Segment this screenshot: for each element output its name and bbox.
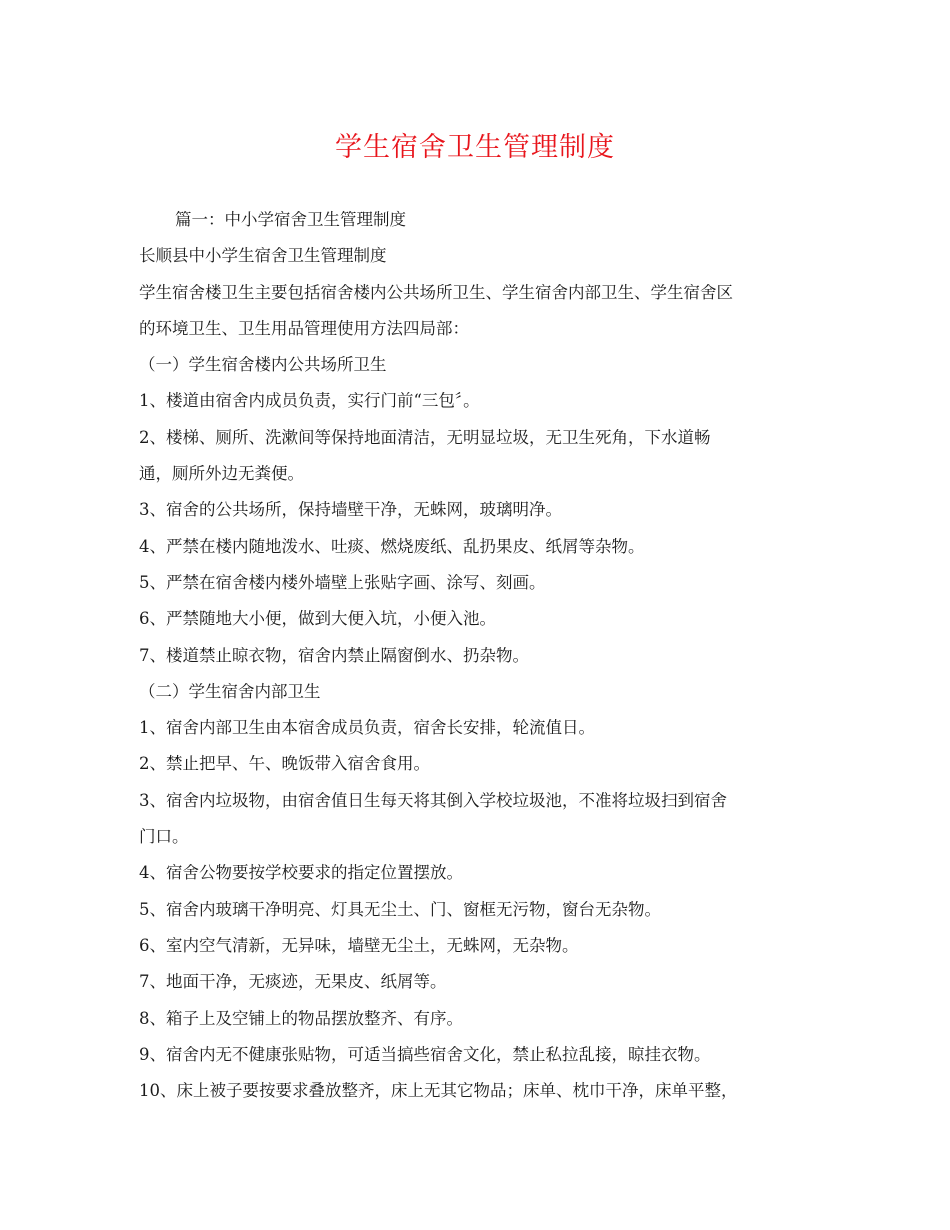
list-item: 4、严禁在楼内随地泼水、吐痰、燃烧废纸、乱扔果皮、纸屑等杂物。 bbox=[139, 536, 645, 556]
document-title: 学生宿舍卫生管理制度 bbox=[335, 132, 615, 163]
list-item: 5、严禁在宿舍楼内楼外墙壁上张贴字画、涂写、刻画。 bbox=[139, 572, 546, 592]
list-item: 6、室内空气清新，无异味，墙壁无尘土，无蛛网，无杂物。 bbox=[139, 935, 579, 955]
list-item: 3、宿舍内垃圾物，由宿舍值日生每天将其倒入学校垃圾池，不准将垃圾扫到宿舍 bbox=[139, 790, 727, 810]
list-item: 7、楼道禁止晾衣物，宿舍内禁止隔窗倒水、扔杂物。 bbox=[139, 645, 529, 665]
section-heading: （一）学生宿舍楼内公共场所卫生 bbox=[139, 355, 387, 375]
list-item: 7、地面干净，无痰迹，无果皮、纸屑等。 bbox=[139, 972, 447, 992]
list-item: 10、床上被子要按要求叠放整齐，床上无其它物品；床单、枕巾干净，床单平整， bbox=[139, 1081, 738, 1101]
document-body bbox=[139, 202, 819, 1109]
paragraph-line: 的环境卫生、卫生用品管理使用方法四局部： bbox=[139, 318, 469, 338]
section-heading: 篇一：中小学宿舍卫生管理制度 bbox=[175, 210, 406, 229]
list-item: 9、宿舍内无不健康张贴物，可适当搞些宿舍文化，禁止私拉乱接，晾挂衣物。 bbox=[139, 1044, 711, 1064]
list-item: 8、箱子上及空铺上的物品摆放整齐、有序。 bbox=[139, 1008, 463, 1028]
list-item: 2、禁止把早、午、晚饭带入宿舍食用。 bbox=[139, 754, 430, 774]
list-item-continuation: 门口。 bbox=[139, 827, 189, 847]
paragraph-line: 学生宿舍楼卫生主要包括宿舍楼内公共场所卫生、学生宿舍内部卫生、学生宿舍区 bbox=[139, 282, 733, 302]
subtitle-line: 长顺县中小学生宿舍卫生管理制度 bbox=[139, 246, 387, 266]
list-item: 2、楼梯、厕所、洗漱间等保持地面清洁，无明显垃圾，无卫生死角，下水道畅 bbox=[139, 427, 711, 447]
list-item: 1、宿舍内部卫生由本宿舍成员负责，宿舍长安排，轮流值日。 bbox=[139, 718, 595, 738]
section-heading: （二）学生宿舍内部卫生 bbox=[139, 681, 321, 701]
list-item: 4、宿舍公物要按学校要求的指定位置摆放。 bbox=[139, 863, 463, 883]
list-item: 6、严禁随地大小便，做到大便入坑，小便入池。 bbox=[139, 609, 496, 629]
list-item: 5、宿舍内玻璃干净明亮、灯具无尘土、门、窗框无污物，窗台无杂物。 bbox=[139, 899, 661, 919]
list-item: 1、楼道由宿舍内成员负责，实行门前“三包〞。 bbox=[139, 391, 480, 411]
list-item-continuation: 通，厕所外边无粪便。 bbox=[139, 464, 304, 484]
list-item: 3、宿舍的公共场所，保持墙壁干净，无蛛网，玻璃明净。 bbox=[139, 500, 562, 520]
